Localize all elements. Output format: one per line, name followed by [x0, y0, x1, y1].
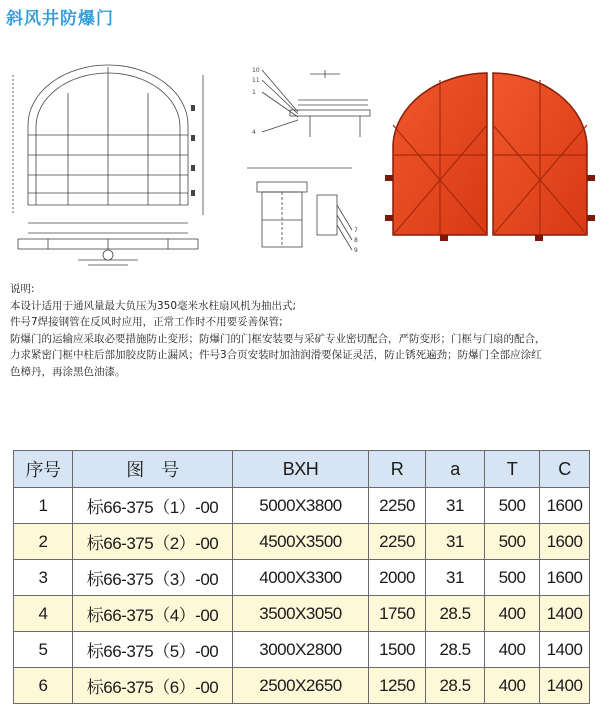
notes-line: 色樟丹，再涂黑色油漆。: [10, 365, 126, 378]
cell-a: 31: [426, 524, 485, 560]
cell-t: 400: [485, 632, 540, 668]
table-row: [14, 668, 590, 704]
table-row: [14, 524, 590, 560]
cell-a: 31: [426, 560, 485, 596]
header-r: R: [369, 451, 426, 488]
front-view-drawing: [8, 55, 218, 270]
cell-c: 1600: [540, 488, 590, 524]
cell-c: 1400: [540, 596, 590, 632]
table-row: [14, 632, 590, 668]
cell-c: 1600: [540, 560, 590, 596]
cell-drawing-no: 标66-375（4）-00: [73, 596, 233, 632]
table-row: [14, 488, 590, 524]
cell-a: 28.5: [426, 596, 485, 632]
cell-r: 1500: [369, 632, 426, 668]
cell-r: 2250: [369, 488, 426, 524]
callout-7: 7: [354, 227, 358, 234]
cell-bxh: 4000X3300: [233, 560, 369, 596]
table-row: [14, 596, 590, 632]
cell-drawing-no: 标66-375（2）-00: [73, 524, 233, 560]
section-detail-drawing: [250, 62, 375, 147]
cell-c: 1600: [540, 524, 590, 560]
cell-index: 6: [14, 668, 73, 704]
cell-bxh: 4500X3500: [233, 524, 369, 560]
cell-a: 31: [426, 488, 485, 524]
cell-index: 1: [14, 488, 73, 524]
header-a: a: [426, 451, 485, 488]
notes-line: 件号7焊接钢管在反风时应用，正常工作时不用要妥善保管;: [10, 316, 283, 328]
header-drawing-no: 图 号: [73, 451, 233, 488]
cell-c: 1400: [540, 668, 590, 704]
cell-index: 2: [14, 524, 73, 560]
cell-a: 28.5: [426, 632, 485, 668]
cell-c: 1400: [540, 632, 590, 668]
callout-10: 10: [252, 67, 260, 74]
table-row: [14, 560, 590, 596]
cell-bxh: 2500X2650: [233, 668, 369, 704]
cell-index: 5: [14, 632, 73, 668]
cell-r: 1750: [369, 596, 426, 632]
cell-drawing-no: 标66-375（6）-00: [73, 668, 233, 704]
cell-index: 3: [14, 560, 73, 596]
header-index: 序号: [14, 451, 73, 488]
cell-bxh: 3500X3050: [233, 596, 369, 632]
design-notes: [10, 281, 595, 380]
notes-line: 力求紧密门框中柱后部加胶皮防止漏风；件号3合页安装时加油润滑要保证灵活，防止锈死遍劲；防爆门全部应涂红: [10, 349, 542, 361]
cell-r: 1250: [369, 668, 426, 704]
cell-t: 500: [485, 488, 540, 524]
cell-t: 500: [485, 560, 540, 596]
callout-11: 11: [252, 77, 260, 84]
cell-drawing-no: 标66-375（5）-00: [73, 632, 233, 668]
header-t: T: [485, 451, 540, 488]
callout-8: 8: [354, 237, 358, 244]
hinge-detail-drawing: [242, 160, 377, 260]
cell-t: 500: [485, 524, 540, 560]
cell-a: 28.5: [426, 668, 485, 704]
callout-4: 4: [252, 129, 256, 136]
cell-t: 400: [485, 596, 540, 632]
door-product-image: [385, 65, 595, 245]
callout-1: 1: [252, 89, 256, 96]
table-header-row: [14, 451, 590, 488]
cell-t: 400: [485, 668, 540, 704]
cell-r: 2000: [369, 560, 426, 596]
cell-bxh: 5000X3800: [233, 488, 369, 524]
cell-drawing-no: 标66-375（1）-00: [73, 488, 233, 524]
notes-heading: 说明:: [10, 283, 35, 295]
cell-r: 2250: [369, 524, 426, 560]
spec-table: [13, 450, 590, 704]
cell-index: 4: [14, 596, 73, 632]
notes-line: 本设计适用于通风量最大负压为350毫米水柱扇风机为抽出式;: [10, 299, 297, 312]
callout-9: 9: [354, 247, 358, 254]
page-title: 斜风井防爆门: [6, 9, 114, 29]
header-c: C: [540, 451, 590, 488]
cell-drawing-no: 标66-375（3）-00: [73, 560, 233, 596]
notes-line: 防爆门的运输应采取必要措施防止变形；防爆门的门框安装要与采矿专业密切配合，严防变形；门框与门扇的配合，: [10, 332, 546, 345]
cell-bxh: 3000X2800: [233, 632, 369, 668]
header-bxh: BXH: [233, 451, 369, 488]
